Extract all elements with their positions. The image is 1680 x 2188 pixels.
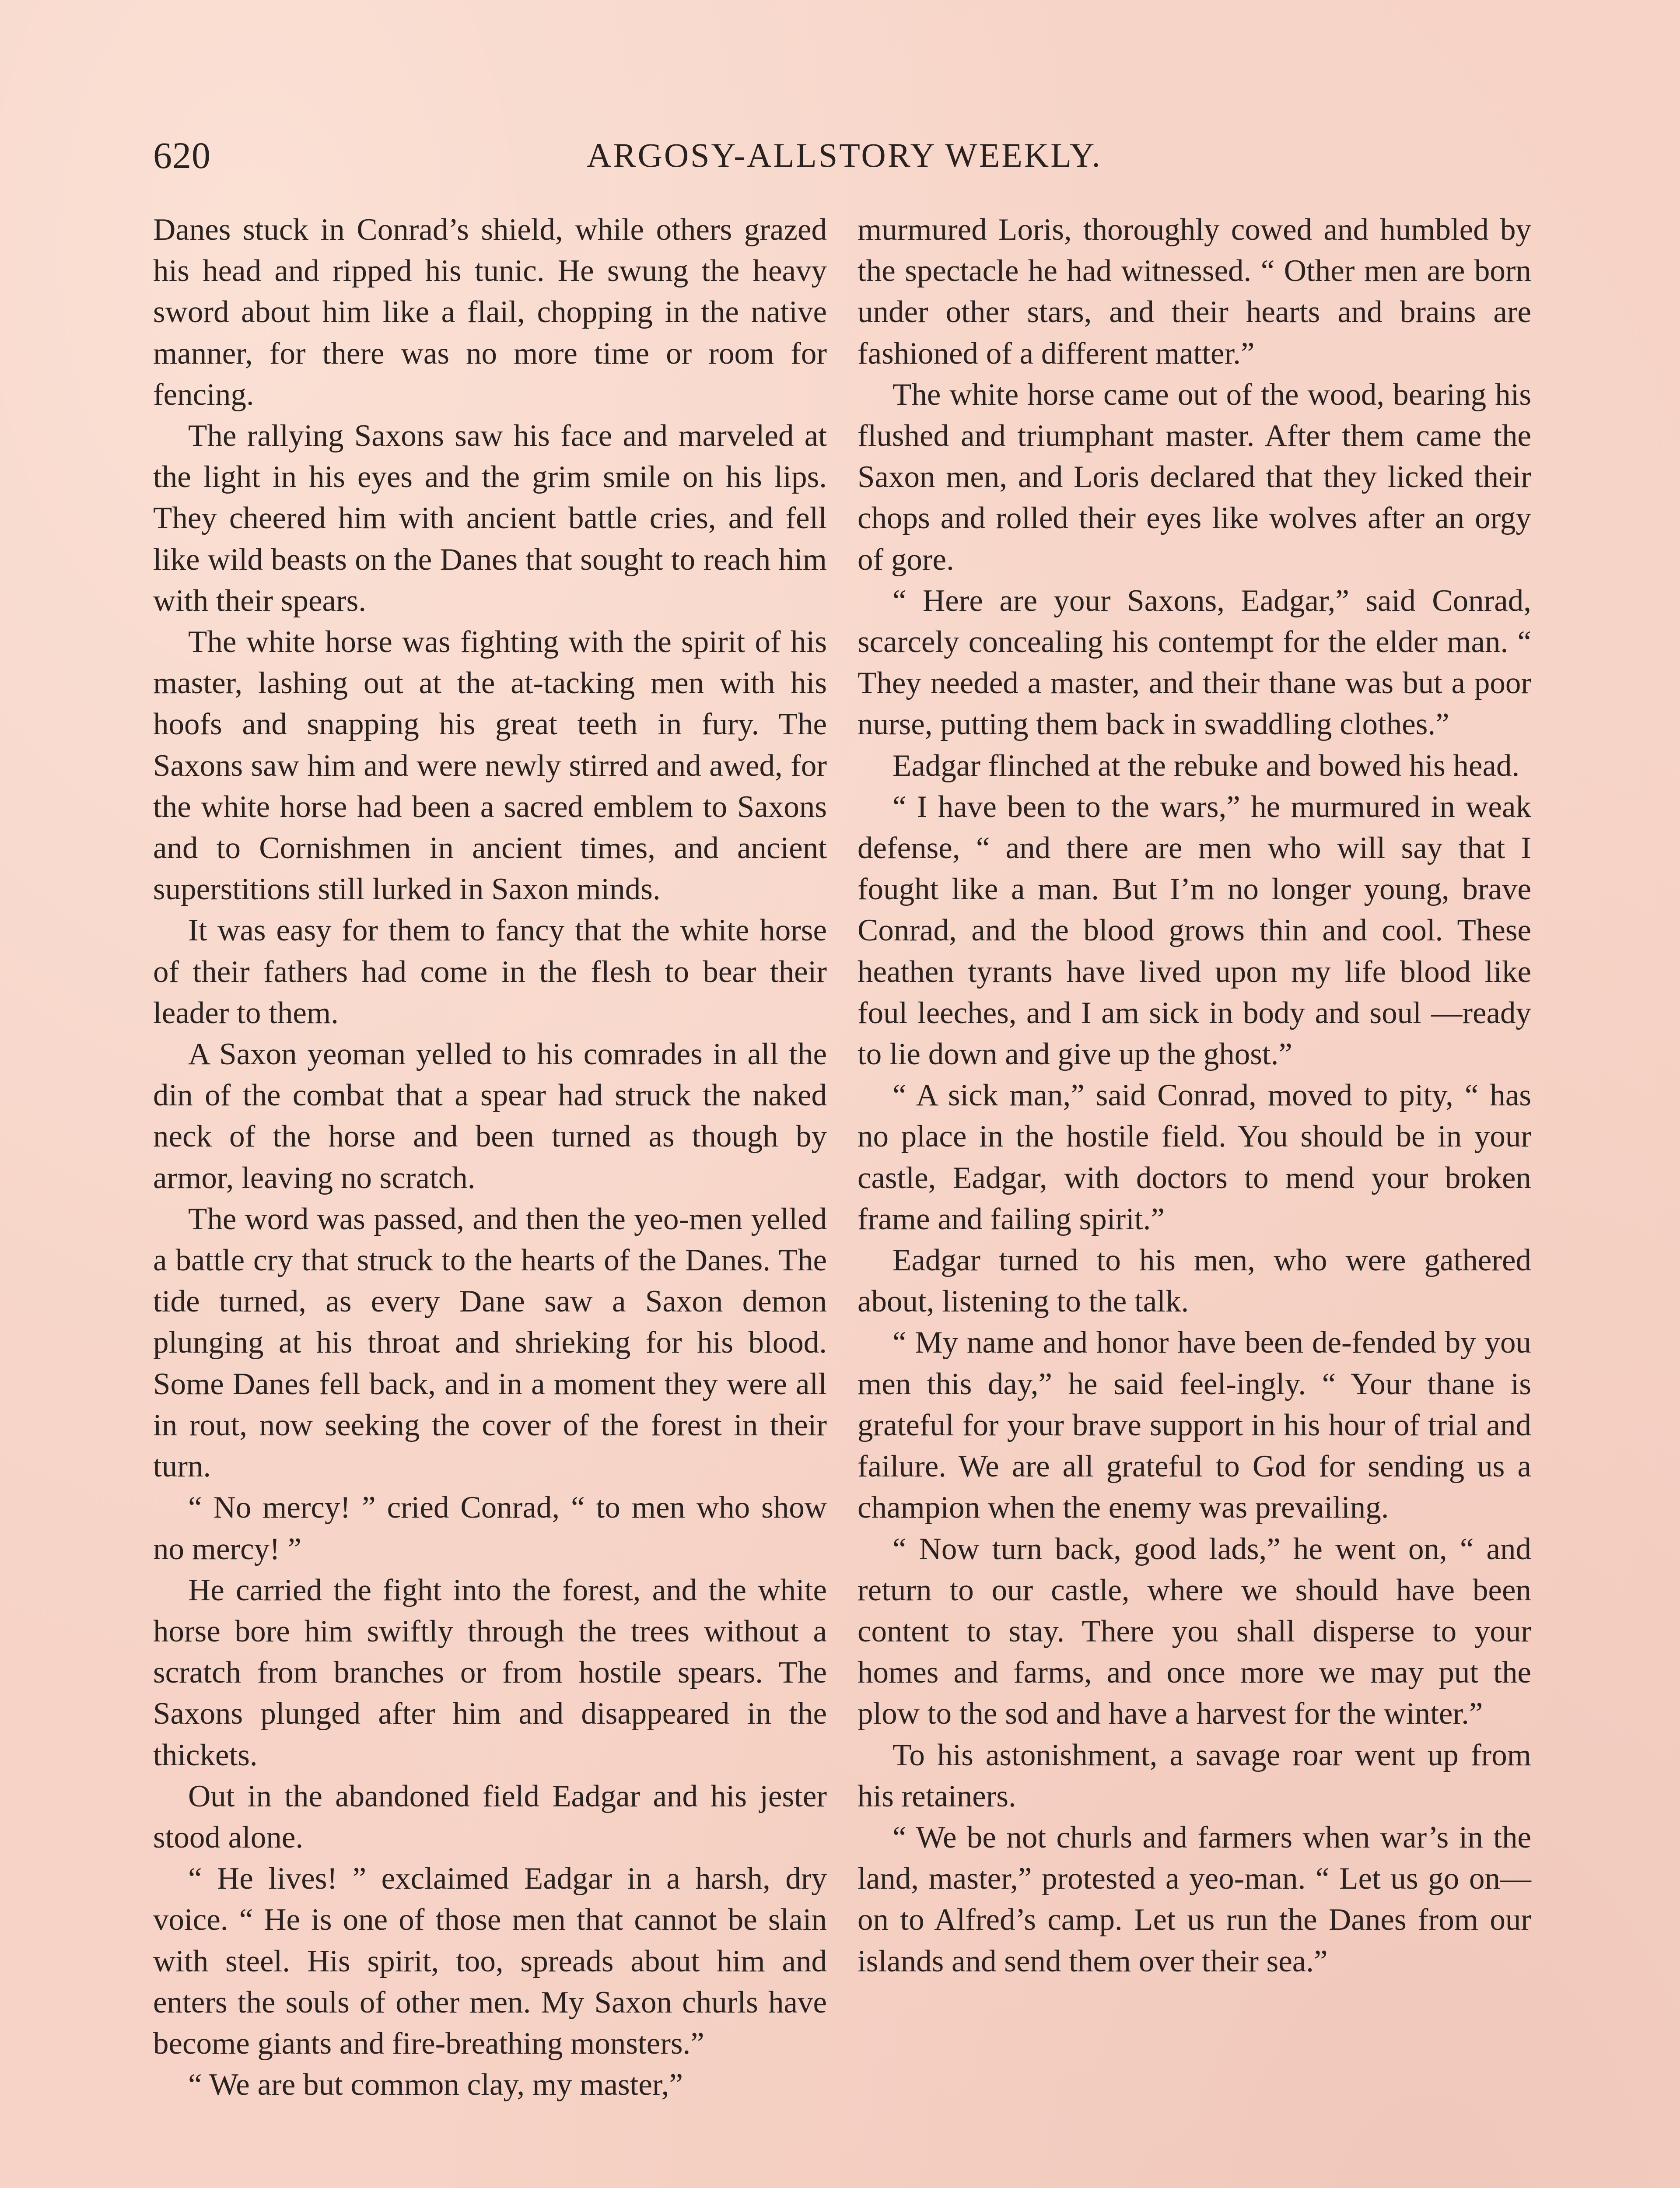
running-title: ARGOSY-ALLSTORY WEEKLY. [587,136,1102,174]
paragraph: The rallying Saxons saw his face and marveled at the light in his eyes and the grim smile on his lips. They cheered him with ancient battle cries, and fell like wild beasts on the Danes that sought to reach him with their spears. [153,419,827,618]
left-column [153,209,827,2105]
paragraph: He carried the fight into the forest, and the white horse bore him swiftly through the trees without a scratch from branches or from hostile spears. The Saxons plunged after him and disappeared in the thickets. [153,1573,827,1772]
paragraph: A Saxon yeoman yelled to his comrades in all the din of the combat that a spear had struck the naked neck of the horse and been turned as though by armor, leaving no scratch. [153,1037,827,1195]
paragraph: The white horse was fighting with the spirit of his master, lashing out at the at-tacking men with his hoofs and snapping his great teeth in fury. The Saxons saw him and were newly stirred and awed, for the white horse had been a sacred emblem to Saxons and to Cornishmen in ancient times, and ancient superstitions still lurked in Saxon minds. [153,625,827,907]
paragraph: “ We are but common clay, my master,” [188,2068,683,2102]
paragraph: It was easy for them to fancy that the white horse of their fathers had come in the flesh to bear their leader to them. [153,913,827,1030]
paragraph: Eadgar flinched at the rebuke and bowed his head. [892,748,1520,783]
paragraph: “ My name and honor have been de-fended by you men this day,” he said feel-ingly. “ Your thane is grateful for your brave support in his hour of trial and failure. We are all grateful to God for sending us a champion when the enemy was prevailing. [858,1325,1531,1525]
paragraph: Eadgar turned to his men, who were gathered about, listening to the talk. [858,1243,1531,1319]
paragraph: “ Here are your Saxons, Eadgar,” said Conrad, scarcely concealing his contempt for the elder man. “ They needed a master, and their thane was but a poor nurse, putting them back in swaddling clothes.” [858,583,1531,742]
paragraph: Danes stuck in Conrad’s shield, while others grazed his head and ripped his tunic. He swung the heavy sword about him like a flail, chopping in the native manner, for there was no more time or room for fencing. [153,213,827,412]
paragraph: The word was passed, and then the yeo-men yelled a battle cry that struck to the hearts of the Danes. The tide turned, as every Dane saw a Saxon demon plunging at his throat and shrieking for his blood. Some Danes fell back, and in a moment they were all in rout, now seeking the cover of the forest in their turn. [153,1202,827,1484]
paragraph: “ No mercy! ” cried Conrad, “ to men who show no mercy! ” [153,1490,827,1566]
paragraph: To his astonishment, a savage roar went up from his retainers. [858,1738,1531,1813]
paragraph: The white horse came out of the wood, bearing his flushed and triumphant master. After them came the Saxon men, and Loris declared that they licked their chops and rolled their eyes like wolves after an orgy of gore. [858,377,1531,577]
paragraph: “ We be not churls and farmers when war’s in the land, master,” protested a yeo-man. “ Let us go on—on to Alfred’s camp. Let us run the Danes from our islands and send them over their sea.” [858,1820,1531,1978]
page-header [153,127,1536,184]
paragraph: murmured Loris, thoroughly cowed and humbled by the spectacle he had witnessed. “ Other men are born under other stars, and their hearts and brains are fashioned of a different matter.” [858,213,1531,371]
paragraph: “ He lives! ” exclaimed Eadgar in a harsh, dry voice. “ He is one of those men that cannot be slain with steel. His spirit, too, spreads about him and enters the souls of other men. My Saxon churls have become giants and fire-breathing monsters.” [153,1862,827,2061]
right-column [858,209,1531,1982]
page-number: 620 [153,134,211,176]
paragraph: “ I have been to the wars,” he murmured in weak defense, “ and there are men who will say that I fought like a man. But I’m no longer young, brave Conrad, and the blood grows thin and cool. These heathen tyrants have lived upon my life blood like foul leeches, and I am sick in body and soul —ready to lie down and give up the ghost.” [858,789,1531,1072]
paragraph: “ Now turn back, good lads,” he went on, “ and return to our castle, where we should have been content to stay. There you shall disperse to your homes and farms, and once more we may put the plow to the sod and have a harvest for the winter.” [858,1532,1531,1731]
paragraph: “ A sick man,” said Conrad, moved to pity, “ has no place in the hostile field. You should be in your castle, Eadgar, with doctors to mend your broken frame and failing spirit.” [858,1078,1531,1236]
paragraph: Out in the abandoned field Eadgar and his jester stood alone. [153,1779,827,1855]
